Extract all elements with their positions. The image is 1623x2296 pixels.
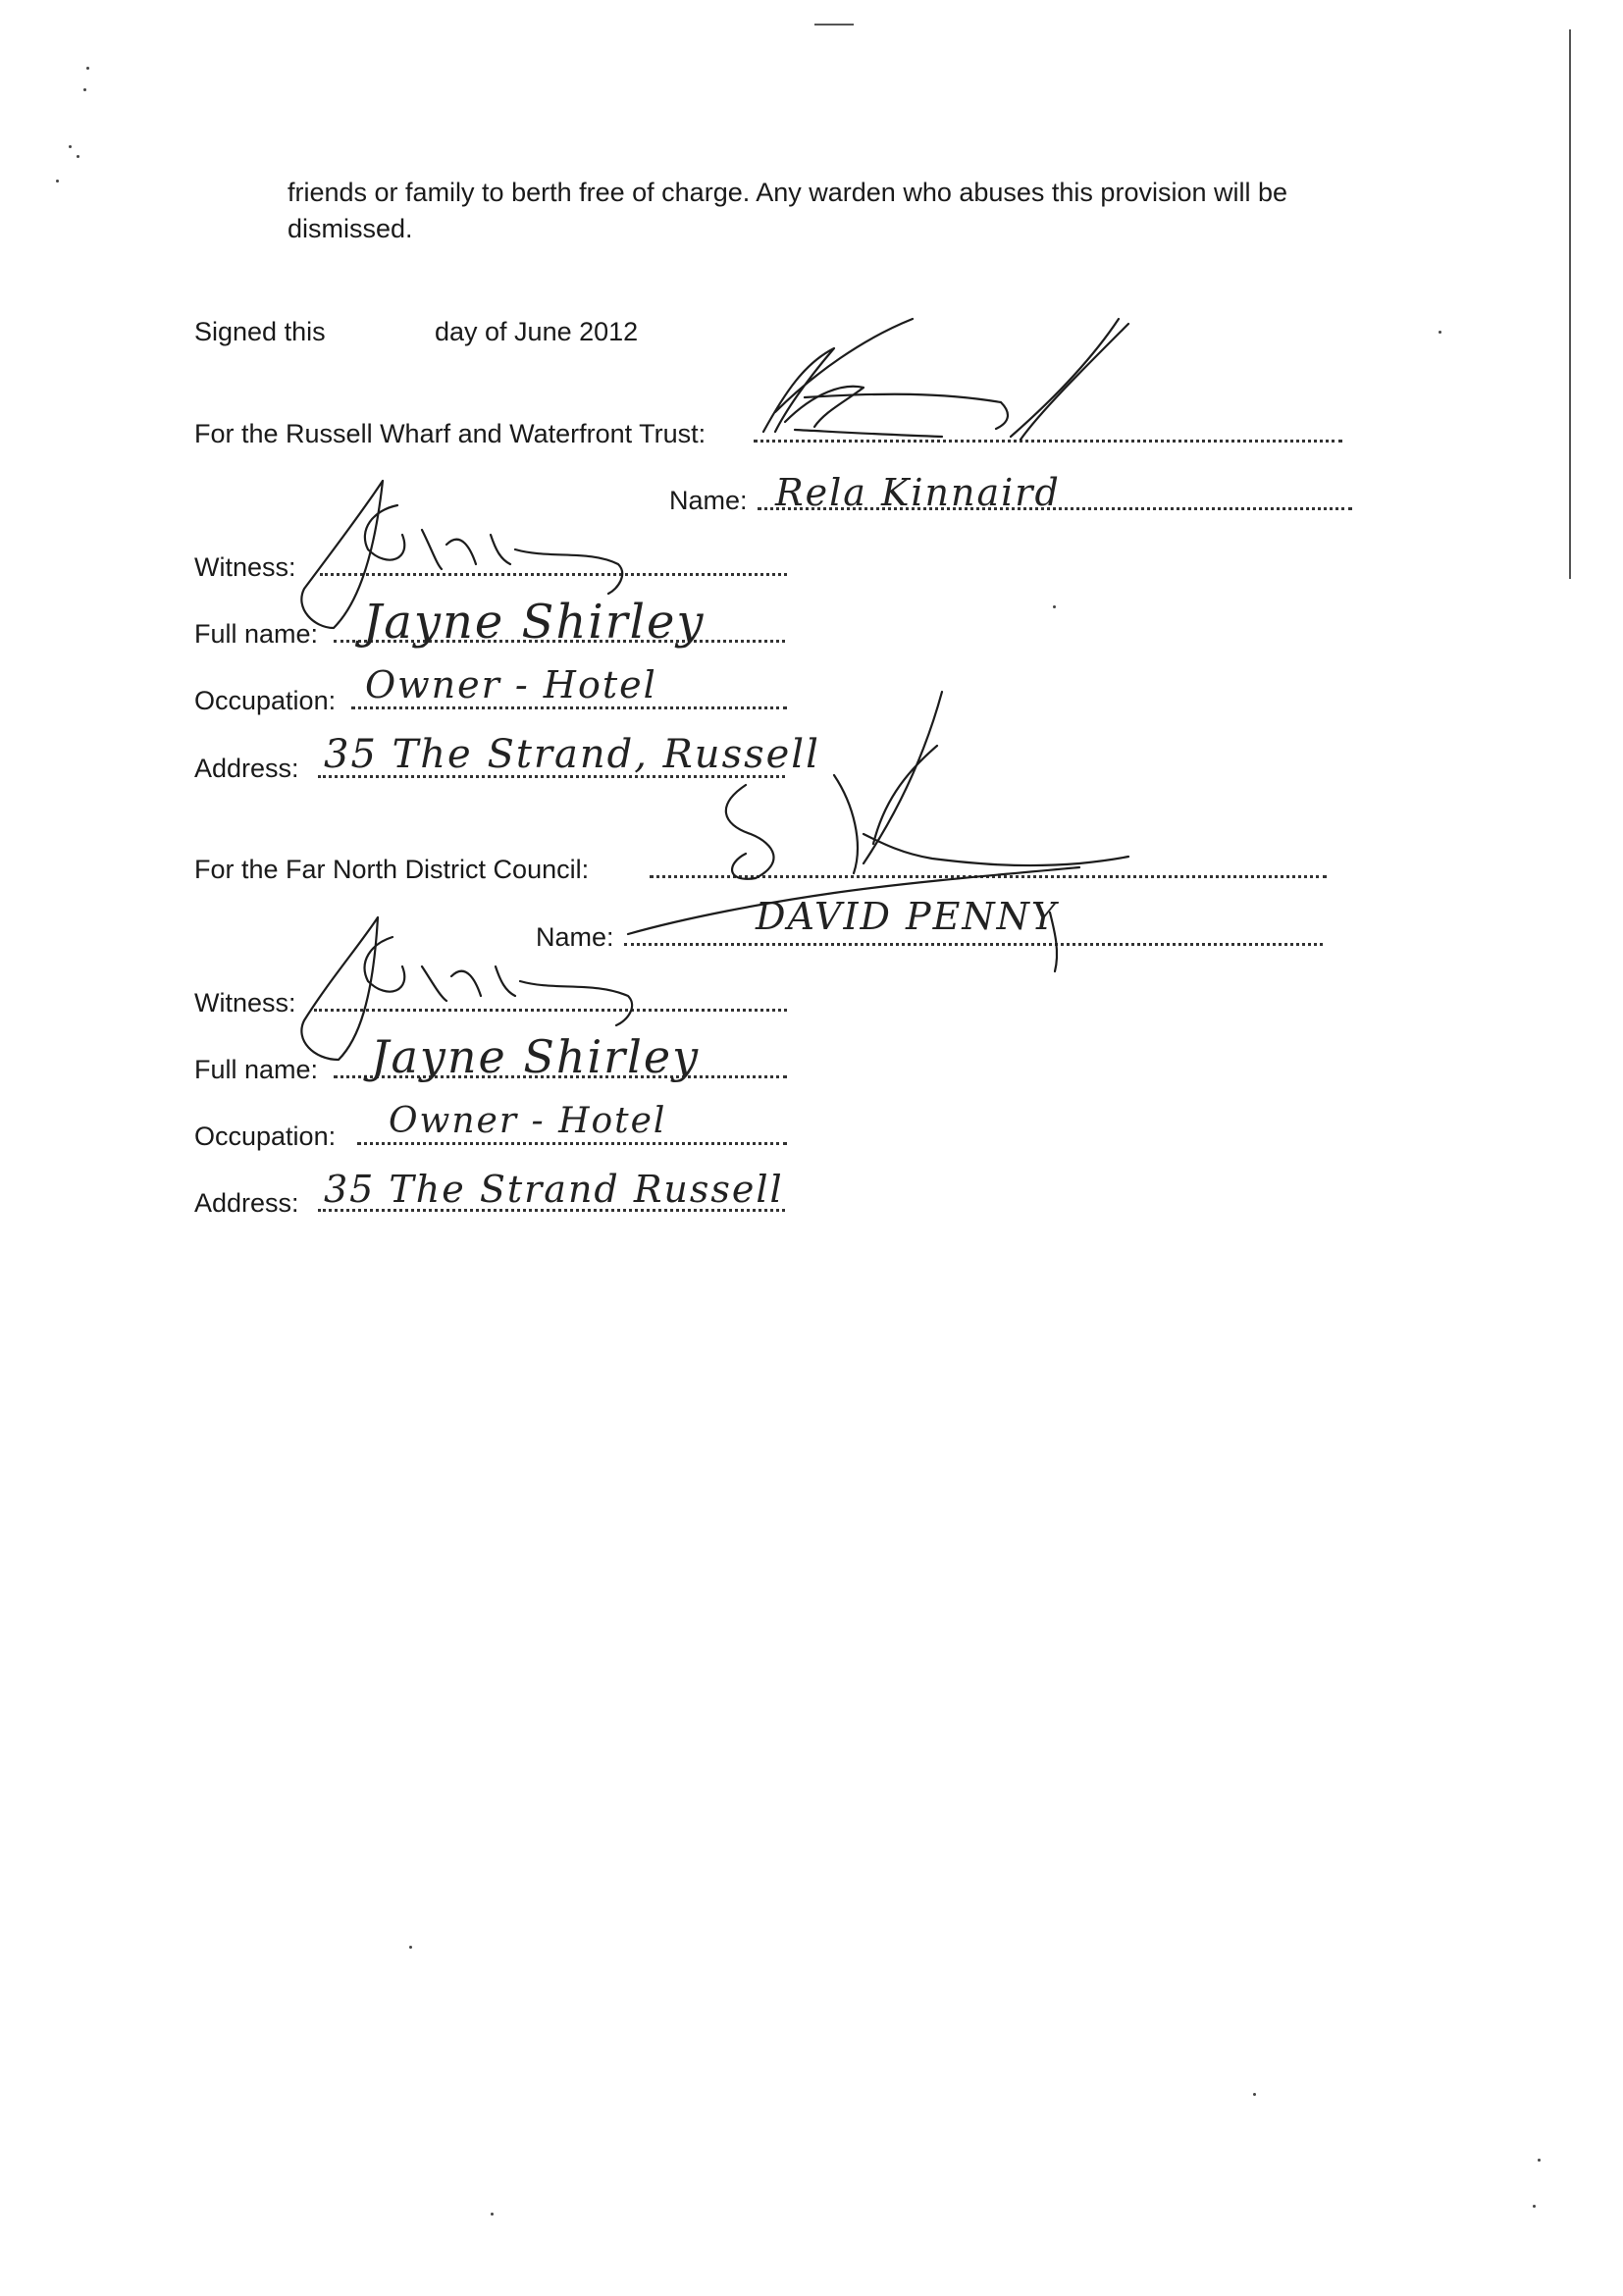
council-occupation-handwritten: Owner - Hotel [389,1101,667,1141]
council-signatory-label: For the Far North District Council: [194,855,590,884]
signed-this-label: Signed this [194,317,326,346]
council-full-name-label: Full name: [194,1055,319,1084]
council-address-handwritten: 35 The Strand Russell [324,1168,784,1211]
council-witness-signature [301,917,632,1060]
trust-witness-signature [301,481,622,628]
trust-full-name-label: Full name: [194,619,319,649]
council-name-label: Name: [536,922,614,952]
trust-witness-label: Witness: [194,552,296,582]
council-address-label: Address: [194,1188,299,1218]
trust-signatory-label: For the Russell Wharf and Waterfront Trust: [194,419,707,448]
trust-full-name-handwritten: Jayne Shirley [363,595,706,650]
trust-name-handwritten: Rela Kinnaird [775,471,1061,514]
continued-paragraph: friends or family to berth free of charge. Any warden who abuses this provision will be dismissed. [288,178,1288,243]
signed-date-text: day of June 2012 [435,317,639,346]
trust-occupation-handwritten: Owner - Hotel [365,663,657,706]
trust-name-label: Name: [669,486,748,515]
council-occupation-label: Occupation: [194,1122,337,1151]
trust-occupation-label: Occupation: [194,686,337,715]
council-signatory-signature [628,692,1128,971]
council-full-name-handwritten: Jayne Shirley [371,1030,701,1083]
trust-address-handwritten: 35 The Strand, Russell [324,732,820,777]
trust-signatory-signature [763,319,1128,440]
council-witness-label: Witness: [194,988,296,1018]
trust-address-label: Address: [194,754,299,783]
council-name-handwritten: DAVID PENNY [756,895,1058,938]
